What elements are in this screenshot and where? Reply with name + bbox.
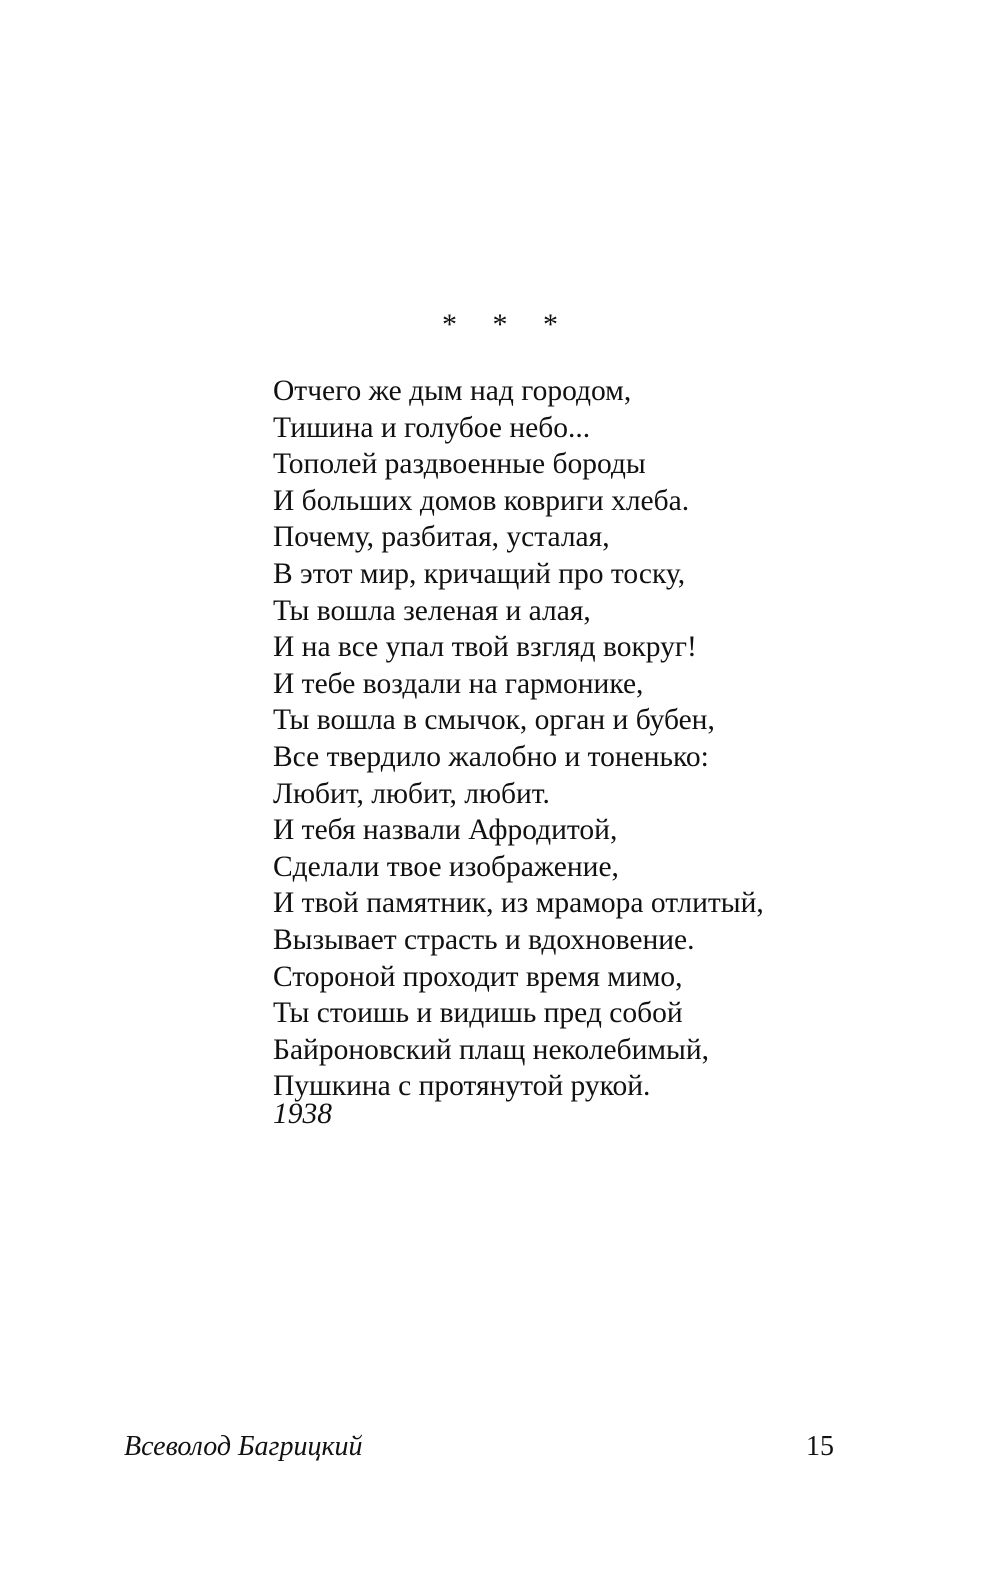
poem-line: Вызывает страсть и вдохновение. [273,923,695,956]
poem-line: Почему, разбитая, усталая, [273,521,610,554]
poem-line: Все твердило жалобно и тоненько: [273,740,709,773]
poem-line: Отчего же дым над городом, [273,375,632,407]
poem-line: Стороной проходит время мимо, [273,960,683,993]
poem-line: Тишина и голубое небо... [273,411,591,444]
poem-line: И больших домов ковриги хлеба. [273,484,690,517]
poem-line: Ты вошла в смычок, орган и бубен, [273,704,715,737]
poem-line: И твой памятник, из мрамора отлитый, [273,887,764,920]
page-number: 15 [806,1431,834,1462]
running-footer-author: Всеволод Багрицкий [124,1431,363,1462]
poem-line: И тебе воздали на гармонике, [273,667,644,700]
poem-line: Пушкина с протянутой рукой. [273,1070,651,1103]
poem-line: Любит, любит, любит. [273,777,550,810]
poem-body [273,373,913,1105]
poem-line: Ты вошла зеленая и алая, [273,594,591,627]
poem-line: Ты стоишь и видишь пред собой [273,997,683,1030]
poem-line: В этот мир, кричащий про тоску, [273,557,686,590]
poem-line: Сделали твое изображение, [273,850,619,883]
poem-line: Тополей раздвоенные бороды [273,448,646,481]
poem-line: Байроновский плащ неколебимый, [273,1033,710,1066]
poem-separator: * * * [442,308,572,341]
poem-line: И тебя назвали Афродитой, [273,814,618,847]
poem-line: И на все упал твой взгляд вокруг! [273,631,697,664]
poem-date: 1938 [273,1098,332,1130]
